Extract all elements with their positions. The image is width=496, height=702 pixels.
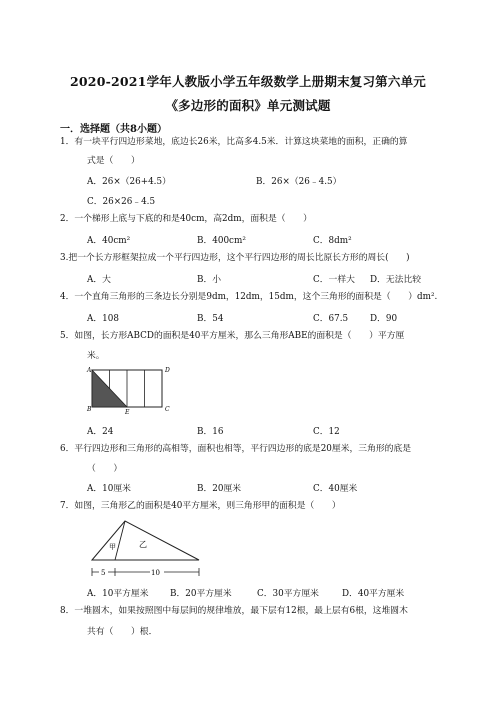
- triangle-figure: [86, 516, 206, 578]
- label-base-10: 10: [151, 569, 160, 577]
- q6-option-b: B．20厘米: [197, 484, 242, 494]
- label-yi: 乙: [139, 540, 147, 549]
- q5-option-b: B．16: [197, 427, 224, 437]
- q3-option-a: A．大: [87, 275, 111, 285]
- q7-option-b: B．20平方厘米: [170, 589, 232, 599]
- q4-option-a: A．108: [87, 314, 119, 324]
- q5-option-c: C．12: [313, 427, 340, 437]
- q7-option-a: A．10平方厘米: [87, 589, 149, 599]
- label-A: A: [87, 367, 92, 374]
- q6-option-a: A．10厘米: [87, 484, 131, 494]
- label-B: B: [87, 406, 92, 413]
- q5-stem: 5．如图，长方形ABCD的面积是40平方厘米，那么三角形ABE的面积是（ ）平方厘: [60, 331, 405, 341]
- q3-stem: 3.把一个长方形框架拉成一个平行四边形，这个平行四边形的周长比原长方形的周长( ): [60, 253, 410, 263]
- q8-stem-cont: 共有（ ）根．: [87, 627, 158, 637]
- q6-stem: 6．平行四边形和三角形的高相等，面积也相等，平行四边形的底是20厘米，三角形的底是: [60, 444, 412, 454]
- q5-stem-cont: 米。: [87, 351, 105, 361]
- q6-stem-cont: （ ）: [87, 464, 123, 474]
- q2-option-a: A．40cm²: [87, 236, 131, 246]
- title-line-1: 2020-2021学年人教版小学五年级数学上册期末复习第六单元: [70, 74, 426, 89]
- q3-option-b: B．小: [197, 275, 222, 285]
- q4-option-b: B．54: [197, 314, 224, 324]
- q1-stem: 1．有一块平行四边形菜地，底边长26米，比高多4.5米．计算这块菜地的面积，正确的算: [60, 137, 408, 147]
- label-C: C: [165, 406, 170, 413]
- q2-option-b: B．400cm²: [197, 236, 246, 246]
- q2-stem: 2．一个梯形上底与下底的和是40cm，高2dm，面积是（ ）: [60, 214, 312, 224]
- q7-stem: 7．如图，三角形乙的面积是40平方厘米，则三角形甲的面积是（ ）: [60, 501, 341, 511]
- q2-option-c: C．8dm²: [313, 236, 352, 246]
- label-D: D: [165, 367, 170, 374]
- q4-stem: 4．一个直角三角形的三条边长分别是9dm，12dm，15dm，这个三角形的面积是（ ）dm².: [60, 292, 438, 302]
- label-base-5: 5: [101, 569, 106, 577]
- label-E: E: [125, 409, 130, 416]
- q3-option-c: C．一样大: [313, 275, 355, 285]
- q1-option-a: A．26×（26+4.5）: [87, 177, 171, 187]
- q7-option-d: D．40平方厘米: [342, 589, 405, 599]
- q8-stem: 8．一堆圆木，如果按照图中每层间的规律堆放，最下层有12根，最上层有6根，这堆圆木: [60, 606, 408, 616]
- q4-option-c: C．67.5: [313, 314, 349, 324]
- q1-option-c: C．26×26﹣4.5: [87, 197, 156, 207]
- q6-option-c: C．40厘米: [313, 484, 358, 494]
- section-heading: 一．选择题（共8小题）: [60, 124, 167, 135]
- title-line-2: 《多边形的面积》单元测试题: [165, 98, 331, 113]
- q5-option-a: A．24: [87, 427, 114, 437]
- q7-option-c: C．30平方厘米: [257, 589, 319, 599]
- q1-option-b: B．26×（26﹣4.5）: [256, 177, 342, 187]
- label-jia: 甲: [109, 543, 116, 551]
- q1-stem-cont: 式是（ ）: [87, 156, 140, 166]
- q4-option-d: D．90: [370, 314, 398, 324]
- q3-option-d: D．无法比较: [370, 275, 422, 285]
- rectangle-figure: [86, 364, 176, 416]
